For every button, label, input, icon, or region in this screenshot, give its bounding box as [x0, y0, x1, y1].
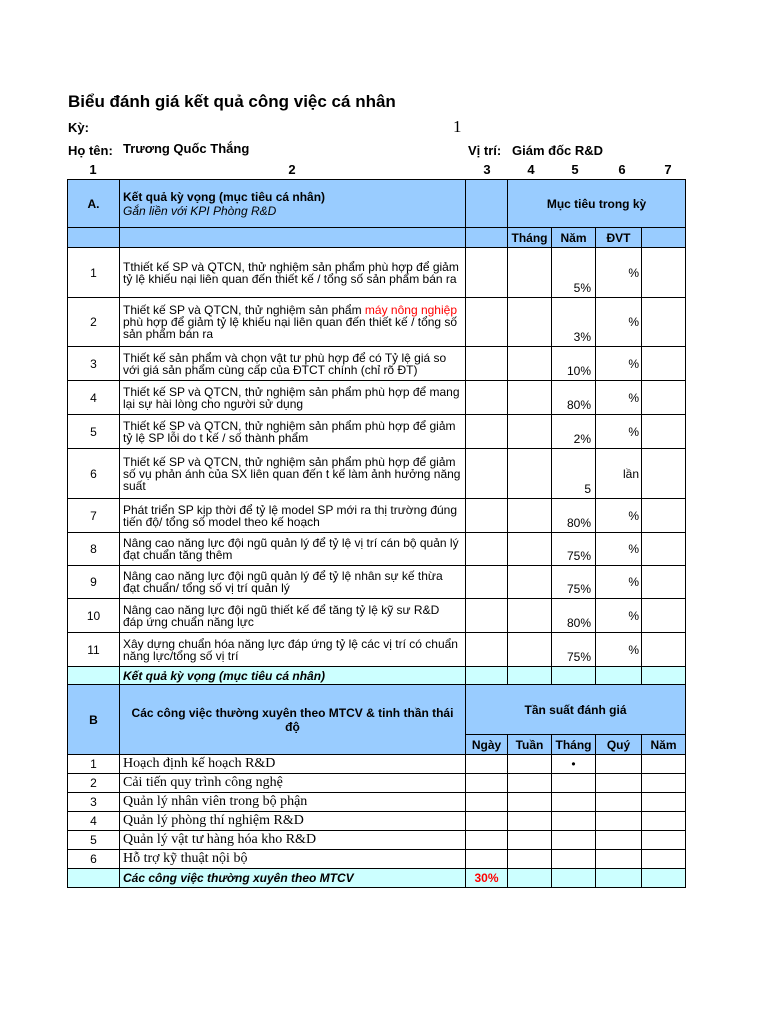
column-number-3: 3 [483, 162, 491, 177]
col-month-header: Tháng [508, 228, 552, 248]
kpi-text-part-b: phù hợp để giảm tỷ lệ khiếu nại liên quan đến thiết kế / tổng số sản phẩm bán ra [123, 315, 458, 341]
evaluation-table [67, 179, 686, 888]
table-row [68, 793, 686, 812]
task-text: Quản lý phòng thí nghiệm R&D [120, 812, 466, 831]
column-number-6: 6 [618, 162, 626, 177]
kpi-unit: % [596, 599, 642, 633]
table-row [68, 449, 686, 499]
section-a-subtitle: Gắn liền với KPI Phòng R&D [123, 203, 277, 218]
kpi-unit: % [596, 248, 642, 298]
kpi-unit: % [596, 533, 642, 566]
section-a-header-row [68, 180, 686, 228]
kpi-unit: % [596, 298, 642, 347]
row-number: 5 [68, 831, 120, 850]
task-text: Hoạch định kế hoạch R&D [120, 755, 466, 774]
table-row [68, 831, 686, 850]
position-value: Giám đốc R&D [512, 143, 604, 158]
row-number: 10 [68, 599, 120, 633]
table-row [68, 850, 686, 869]
kpi-unit: % [596, 381, 642, 415]
row-number: 8 [68, 533, 120, 566]
table-row [68, 533, 686, 566]
table-row [68, 774, 686, 793]
kpi-year-target: 10% [552, 347, 596, 381]
row-number: 6 [68, 449, 120, 499]
column-number-7: 7 [664, 162, 672, 177]
frequency-mark: • [552, 755, 596, 774]
column-number-1: 1 [89, 162, 97, 177]
target-header: Mục tiêu trong kỳ [508, 180, 686, 228]
kpi-text: Nâng cao năng lực đội ngũ thiết kế để tăng tỷ lệ kỹ sư R&D đáp ứng chuẩn năng lực [120, 599, 466, 633]
row-number: 2 [68, 774, 120, 793]
row-number: 7 [68, 499, 120, 533]
section-a-footer-row [68, 667, 686, 685]
kpi-year-target: 80% [552, 381, 596, 415]
kpi-unit: % [596, 566, 642, 599]
column-number-5: 5 [571, 162, 579, 177]
period-label: Kỳ: [68, 120, 89, 135]
kpi-text: Thiết kế sản phẩm và chọn vật tư phù hợp để có Tỷ lệ giá so với giá sản phẩm cùng cấp của ĐTCT chính (chỉ rõ ĐT) [120, 347, 466, 381]
page-title: Biểu đánh giá kết quả công việc cá nhân [68, 92, 396, 111]
section-a-code: A. [68, 180, 120, 228]
kpi-text-highlight: máy nông nghiệp [364, 303, 457, 317]
row-number: 4 [68, 381, 120, 415]
name-label: Họ tên: [68, 143, 113, 158]
kpi-text [120, 298, 466, 347]
section-b-header-row [68, 685, 686, 735]
row-number: 1 [68, 755, 120, 774]
col-week-header: Tuần [508, 735, 552, 755]
kpi-year-target: 5% [552, 248, 596, 298]
table-row [68, 599, 686, 633]
column-number-2: 2 [288, 162, 296, 177]
section-a-title-cell [120, 180, 466, 228]
kpi-year-target: 75% [552, 633, 596, 667]
name-value: Trương Quốc Thắng [123, 141, 250, 156]
position-label: Vị trí: [468, 143, 502, 158]
row-number: 9 [68, 566, 120, 599]
section-a-title: Kết quả kỳ vọng (mục tiêu cá nhân) [123, 189, 326, 204]
row-number: 5 [68, 415, 120, 449]
kpi-year-target: 80% [552, 499, 596, 533]
kpi-unit: % [596, 633, 642, 667]
table-row [68, 347, 686, 381]
table-row [68, 812, 686, 831]
kpi-text: Tthiết kế SP và QTCN, thử nghiệm sản phẩm phù hợp để giảm tỷ lệ khiếu nại liên quan đến thiết kế / tổng số sản phẩm bán ra [120, 248, 466, 298]
kpi-year-target: 3% [552, 298, 596, 347]
table-row [68, 415, 686, 449]
row-number: 1 [68, 248, 120, 298]
col-year-header: Năm [642, 735, 686, 755]
row-number: 3 [68, 793, 120, 812]
section-b-title: Các công việc thường xuyên theo MTCV & tinh thần thái độ [120, 685, 466, 755]
kpi-text: Xây dựng chuẩn hóa năng lực đáp ứng tỷ lệ các vị trí có chuẩn năng lực/tổng số vị trí [120, 633, 466, 667]
kpi-unit: % [596, 499, 642, 533]
col-day-header: Ngày [466, 735, 508, 755]
table-row [68, 633, 686, 667]
section-b-weight: 30% [466, 869, 508, 888]
kpi-year-target: 75% [552, 566, 596, 599]
row-number: 11 [68, 633, 120, 667]
section-b-footer-row [68, 869, 686, 888]
section-a-subheader-row [68, 228, 686, 248]
col-unit-header: ĐVT [596, 228, 642, 248]
kpi-year-target: 75% [552, 533, 596, 566]
kpi-unit: lần [596, 449, 642, 499]
table-row [68, 248, 686, 298]
kpi-text: Thiết kế SP và QTCN, thử nghiệm sản phẩm phù hợp để giảm số vụ phản ánh của SX liên quan đến t kế làm ảnh hưởng năng suất [120, 449, 466, 499]
table-row [68, 298, 686, 347]
kpi-text: Thiết kế SP và QTCN, thử nghiệm sản phẩm phù hợp để giảm tỷ lệ SP lỗi do t kế / số thành phẩm [120, 415, 466, 449]
row-number: 6 [68, 850, 120, 869]
task-text: Quản lý nhân viên trong bộ phận [120, 793, 466, 812]
column-number-4: 4 [527, 162, 535, 177]
period-value: 1 [453, 117, 462, 136]
kpi-year-target: 5 [552, 449, 596, 499]
kpi-year-target: 80% [552, 599, 596, 633]
frequency-header: Tần suất đánh giá [466, 685, 686, 735]
task-text: Hỗ trợ kỹ thuật nội bộ [120, 850, 466, 869]
kpi-text-part-a: Thiết kế SP và QTCN, thử nghiệm sản phẩm [123, 303, 365, 317]
kpi-unit: % [596, 347, 642, 381]
kpi-text: Nâng cao năng lực đội ngũ quản lý để tỷ lệ nhân sự kế thừa đạt chuẩn/ tổng số vị trí quản lý [120, 566, 466, 599]
row-number: 4 [68, 812, 120, 831]
kpi-text: Nâng cao năng lực đội ngũ quản lý để tỷ lệ vị trí cán bộ quản lý đạt chuẩn tăng thêm [120, 533, 466, 566]
section-b-footer: Các công việc thường xuyên theo MTCV [120, 869, 466, 888]
task-text: Quản lý vật tư hàng hóa kho R&D [120, 831, 466, 850]
kpi-year-target: 2% [552, 415, 596, 449]
kpi-text: Thiết kế SP và QTCN, thử nghiệm sản phẩm phù hợp để mang lại sự hài lòng cho người sử dụng [120, 381, 466, 415]
row-number: 2 [68, 298, 120, 347]
table-row [68, 566, 686, 599]
col-quarter-header: Quý [596, 735, 642, 755]
task-text: Cải tiến quy trình công nghệ [120, 774, 466, 793]
table-row [68, 755, 686, 774]
section-b-code: B [68, 685, 120, 755]
col-month-header: Tháng [552, 735, 596, 755]
row-number: 3 [68, 347, 120, 381]
table-row [68, 381, 686, 415]
table-row [68, 499, 686, 533]
kpi-unit: % [596, 415, 642, 449]
section-a-footer: Kết quả kỳ vọng (mục tiêu cá nhân) [120, 667, 466, 685]
col-year-header: Năm [552, 228, 596, 248]
kpi-text: Phát triển SP kịp thời để tỷ lệ model SP mới ra thị trường đúng tiến độ/ tổng số model theo kế hoạch [120, 499, 466, 533]
